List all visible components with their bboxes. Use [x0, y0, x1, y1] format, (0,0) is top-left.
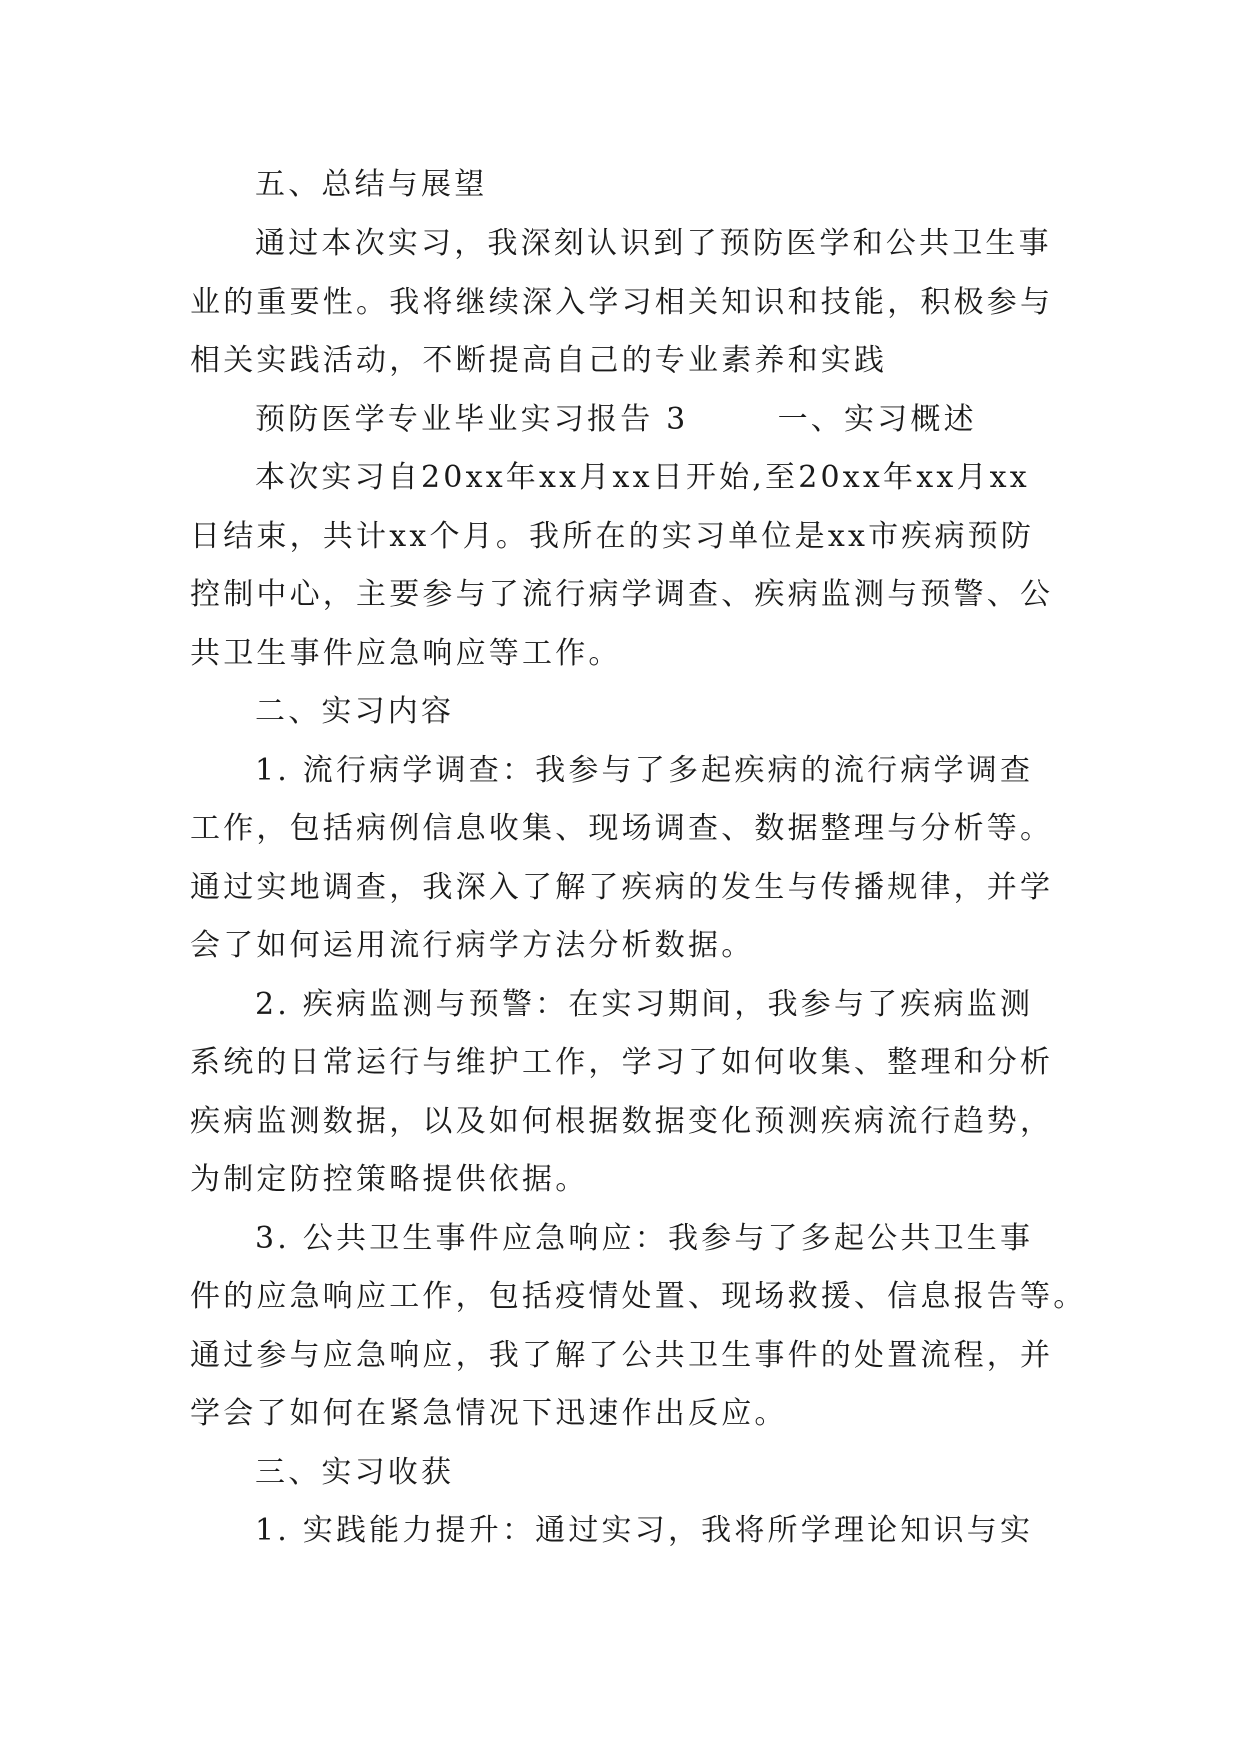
paragraph-line: 通过实地调查，我深入了解了疾病的发生与传播规律，并学 — [190, 870, 1054, 905]
paragraph-line: 本次实习自20xx年xx月xx日开始,至20xx年xx月xx — [255, 460, 1030, 495]
paragraph-line: 业的重要性。我将继续深入学习相关知识和技能，积极参与 — [190, 285, 1054, 320]
heading-summary: 五、总结与展望 — [255, 167, 488, 202]
paragraph-line: 系统的日常运行与维护工作，学习了如何收集、整理和分析 — [190, 1045, 1054, 1080]
heading-content: 二、实习内容 — [255, 694, 455, 729]
paragraph-line: 会了如何运用流行病学方法分析数据。 — [190, 928, 755, 963]
list-item-line: 1. 实践能力提升：通过实习，我将所学理论知识与实 — [255, 1513, 1034, 1548]
paragraph-line: 学会了如何在紧急情况下迅速作出反应。 — [190, 1396, 788, 1431]
paragraph-line: 通过本次实习，我深刻认识到了预防医学和公共卫生事 — [255, 226, 1052, 261]
list-item-line: 2. 疾病监测与预警：在实习期间，我参与了疾病监测 — [255, 987, 1034, 1022]
paragraph-line: 通过参与应急响应，我了解了公共卫生事件的处置流程，并 — [190, 1338, 1054, 1373]
paragraph-line: 日结束，共计xx个月。我所在的实习单位是xx市疾病预防 — [190, 519, 1035, 554]
paragraph-line: 控制中心，主要参与了流行病学调查、疾病监测与预警、公 — [190, 577, 1054, 612]
list-item-line: 1. 流行病学调查：我参与了多起疾病的流行病学调查 — [255, 753, 1034, 788]
paragraph-line: 相关实践活动，不断提高自己的专业素养和实践 — [190, 343, 888, 378]
paragraph-line: 共卫生事件应急响应等工作。 — [190, 636, 622, 671]
report-title: 预防医学专业毕业实习报告 3 一、实习概述 — [255, 402, 977, 437]
paragraph-line: 疾病监测数据，以及如何根据数据变化预测疾病流行趋势， — [190, 1104, 1054, 1139]
heading-gains: 三、实习收获 — [255, 1455, 455, 1490]
paragraph-line: 件的应急响应工作，包括疫情处置、现场救援、信息报告等。 — [190, 1279, 1087, 1314]
paragraph-line: 为制定防控策略提供依据。 — [190, 1162, 589, 1197]
list-item-line: 3. 公共卫生事件应急响应：我参与了多起公共卫生事 — [255, 1221, 1034, 1256]
paragraph-line: 工作，包括病例信息收集、现场调查、数据整理与分析等。 — [190, 811, 1054, 846]
